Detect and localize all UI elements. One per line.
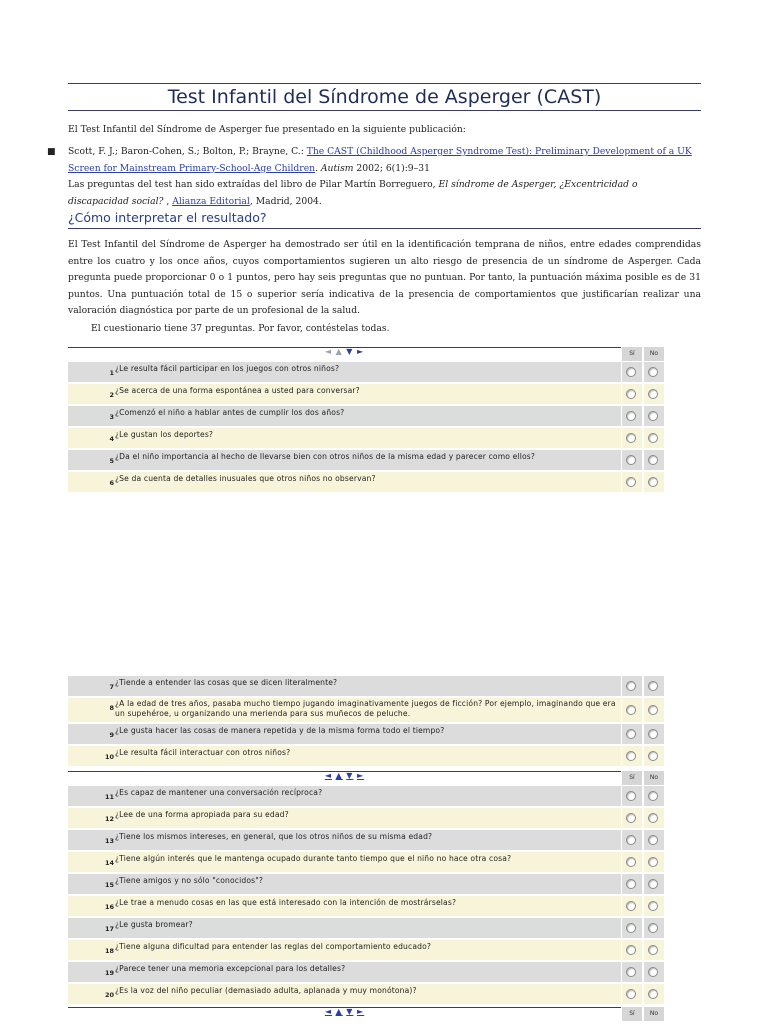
- answer-cell-si: [622, 384, 642, 404]
- radio-si[interactable]: [626, 945, 636, 955]
- reference-journal: Autism: [320, 162, 354, 174]
- answer-cell-no: [644, 746, 664, 766]
- radio-si[interactable]: [626, 411, 636, 421]
- question-text: ¿Es capaz de mantener una conversación recíproca?: [115, 788, 323, 797]
- answer-cell-no: [644, 808, 664, 828]
- question-number: 11: [104, 793, 114, 801]
- radio-si[interactable]: [626, 729, 636, 739]
- radio-si[interactable]: [626, 857, 636, 867]
- answer-cell-si: [622, 472, 642, 492]
- question-number: 16: [104, 903, 114, 911]
- radio-si[interactable]: [626, 835, 636, 845]
- pager-row: [68, 1007, 666, 1021]
- radio-si[interactable]: [626, 923, 636, 933]
- question-text: ¿Le trae a menudo cosas en las que está interesado con la intención de mostrárselas?: [115, 898, 457, 907]
- question-text: ¿Tiene alguna dificultad para entender las reglas del comportamiento educado?: [115, 942, 432, 951]
- question-block-1: [68, 347, 666, 493]
- answer-cell-si: [622, 428, 642, 448]
- next-page-icon[interactable]: ▼: [346, 347, 354, 356]
- question-text: ¿A la edad de tres años, pasaba mucho tiempo jugando imaginativamente juegos de ficción? Por ejemplo, imaginando que era un supehéroe, u organizando una merienda para sus muñecos de peluche.: [115, 699, 616, 718]
- answer-cell-si: [622, 362, 642, 382]
- radio-no[interactable]: [648, 857, 658, 867]
- radio-no[interactable]: [648, 455, 658, 465]
- question-text: ¿Tiene amigos y no sólo "conocidos"?: [115, 876, 264, 885]
- question-row: [68, 723, 666, 745]
- question-row: [68, 383, 666, 405]
- column-header-no: No: [644, 1007, 664, 1021]
- answer-cell-no: [644, 852, 664, 872]
- radio-si[interactable]: [626, 477, 636, 487]
- answer-cell-no: [644, 384, 664, 404]
- radio-si[interactable]: [626, 705, 636, 715]
- question-number: 15: [104, 881, 114, 889]
- radio-no[interactable]: [648, 989, 658, 999]
- radio-no[interactable]: [648, 729, 658, 739]
- question-row: [68, 405, 666, 427]
- pager-row: [68, 771, 666, 785]
- reference-block: ■ Scott, F. J.; Baron-Cohen, S.; Bolton, P.; Brayne, C.: The CAST (Childhood Asperger Syndrome Test): Preliminary Development of a UK Screen for Mainstream Primary-School-Age Children. Autism 2002; 6(1):9–31 Las preguntas del test han sido extraídas del libro de Pilar Martín Borreguero, El síndrome de Asperger, ¿Excentricidad o discapacidad social? , Alianza Editorial, Madrid, 2004.: [47, 146, 692, 207]
- question-row: [68, 939, 666, 961]
- radio-no[interactable]: [648, 751, 658, 761]
- radio-no[interactable]: [648, 945, 658, 955]
- question-number: 12: [104, 815, 114, 823]
- answer-cell-si: [622, 698, 642, 722]
- question-block-nav: [68, 1007, 666, 1021]
- question-text: ¿Le gustan los deportes?: [115, 430, 214, 439]
- question-row: [68, 785, 666, 807]
- answer-cell-no: [644, 724, 664, 744]
- radio-no[interactable]: [648, 681, 658, 691]
- pager-row: [68, 347, 666, 361]
- question-text: ¿Es la voz del niño peculiar (demasiado adulta, aplanada y muy monótona)?: [115, 986, 417, 995]
- answer-cell-no: [644, 472, 664, 492]
- radio-si[interactable]: [626, 389, 636, 399]
- book-title: El síndrome de Asperger, ¿Excentricidad o discapacidad social?: [68, 179, 638, 207]
- prev-page-icon[interactable]: ▲: [335, 1007, 343, 1016]
- column-header-si: Sí: [622, 1007, 642, 1021]
- question-number: 9: [109, 731, 114, 739]
- answer-cell-si: [622, 852, 642, 872]
- reference-authors: Scott, F. J.; Baron-Cohen, S.; Bolton, P.; Brayne, C.:: [68, 146, 307, 157]
- radio-si[interactable]: [626, 989, 636, 999]
- question-number: 20: [104, 991, 114, 999]
- intro-text: El Test Infantil del Síndrome de Asperger fue presentado en la siguiente publicación:: [68, 124, 466, 135]
- radio-no[interactable]: [648, 389, 658, 399]
- answer-cell-no: [644, 962, 664, 982]
- answer-cell-si: [622, 918, 642, 938]
- question-number: 7: [109, 683, 114, 691]
- column-header-si: Sí: [622, 347, 642, 361]
- last-page-icon[interactable]: ►: [356, 347, 365, 356]
- question-text: ¿Tiende a entender las cosas que se dicen literalmente?: [115, 678, 338, 687]
- first-page-icon[interactable]: ◄: [324, 771, 333, 780]
- last-page-icon[interactable]: ►: [356, 1007, 365, 1016]
- radio-no[interactable]: [648, 791, 658, 801]
- reference-citation: 2002; 6(1):9–31: [353, 162, 430, 174]
- question-row: [68, 361, 666, 383]
- question-row: [68, 851, 666, 873]
- question-text: ¿Le resulta fácil participar en los juegos con otros niños?: [115, 364, 340, 373]
- question-block-2: [68, 675, 666, 767]
- radio-no[interactable]: [648, 901, 658, 911]
- question-row: [68, 895, 666, 917]
- interpretation-paragraph: El Test Infantil del Síndrome de Asperger ha demostrado ser útil en la identificación temprana de niños, entre edades comprendidas entre los cuatro y los once años, cuyos comportamientos sugieren un alto riesgo de presencia de un síndrome de Asperger. Cada pregunta puede proporcionar 0 o 1 puntos, pero hay seis preguntas que no puntuan. Por tanto, la puntuación máxima posible es de 31 puntos. Una puntuación total de 15 o superior sería indicativa de la presencia de comportamientos que justificarían realizar una valoración diagnóstica por parte de un profesional de la salud.: [68, 239, 701, 316]
- answer-cell-si: [622, 786, 642, 806]
- first-page-icon[interactable]: ◄: [324, 1007, 333, 1016]
- radio-si[interactable]: [626, 455, 636, 465]
- question-number: 6: [109, 479, 114, 487]
- radio-si[interactable]: [626, 813, 636, 823]
- bullet-icon: ■: [47, 147, 56, 157]
- question-text: ¿Tiene algún interés que le mantenga ocupado durante tanto tiempo que el niño no hace otra cosa?: [115, 854, 512, 863]
- question-text: ¿Da el niño importancia al hecho de llevarse bien con otros niños de la misma edad y parecer como ellos?: [115, 452, 536, 461]
- question-row: [68, 697, 666, 723]
- radio-no[interactable]: [648, 923, 658, 933]
- radio-no[interactable]: [648, 433, 658, 443]
- radio-si[interactable]: [626, 681, 636, 691]
- question-row: [68, 449, 666, 471]
- answer-cell-si: [622, 746, 642, 766]
- answer-cell-no: [644, 406, 664, 426]
- question-number: 19: [104, 969, 114, 977]
- question-number: 18: [104, 947, 114, 955]
- publisher-link[interactable]: Alianza Editorial: [172, 195, 250, 207]
- radio-si[interactable]: [626, 967, 636, 977]
- question-text: ¿Se da cuenta de detalles inusuales que otros niños no observan?: [115, 474, 376, 483]
- answer-cell-si: [622, 984, 642, 1004]
- pager-arrows: [68, 1007, 621, 1016]
- question-row: [68, 873, 666, 895]
- answer-cell-no: [644, 874, 664, 894]
- question-text: ¿Lee de una forma apropiada para su edad?: [115, 810, 289, 819]
- answer-cell-si: [622, 724, 642, 744]
- next-page-icon[interactable]: ▼: [346, 771, 354, 780]
- answer-cell-no: [644, 896, 664, 916]
- next-page-icon[interactable]: ▼: [346, 1007, 354, 1016]
- radio-si[interactable]: [626, 791, 636, 801]
- question-row: [68, 983, 666, 1005]
- answer-cell-si: [622, 830, 642, 850]
- question-number: 2: [109, 391, 114, 399]
- column-header-no: No: [644, 347, 664, 361]
- section-heading: ¿Cómo interpretar el resultado?: [68, 209, 701, 229]
- question-row: [68, 471, 666, 493]
- answer-cell-no: [644, 676, 664, 696]
- radio-no[interactable]: [648, 813, 658, 823]
- question-count-line: El cuestionario tiene 37 preguntas. Por favor, contéstelas todas.: [91, 323, 390, 334]
- separator: ,: [163, 195, 173, 207]
- answer-cell-no: [644, 984, 664, 1004]
- question-number: 3: [109, 413, 114, 421]
- radio-no[interactable]: [648, 967, 658, 977]
- question-number: 10: [104, 753, 114, 761]
- radio-no[interactable]: [648, 411, 658, 421]
- first-page-icon[interactable]: ◄: [324, 347, 333, 356]
- radio-si[interactable]: [626, 879, 636, 889]
- radio-no[interactable]: [648, 835, 658, 845]
- answer-cell-no: [644, 362, 664, 382]
- reference-link[interactable]: The CAST (Childhood Asperger Syndrome Test): Preliminary Development of a UK Screen for Mainstream Primary-School-Age Children: [68, 146, 692, 174]
- question-number: 17: [104, 925, 114, 933]
- pager-arrows: [68, 347, 621, 356]
- radio-si[interactable]: [626, 751, 636, 761]
- answer-cell-no: [644, 450, 664, 470]
- question-text: ¿Se acerca de una forma espontánea a usted para conversar?: [115, 386, 360, 395]
- question-number: 4: [109, 435, 114, 443]
- radio-si[interactable]: [626, 367, 636, 377]
- question-text: ¿Le gusta hacer las cosas de manera repetida y de la misma forma todo el tiempo?: [115, 726, 445, 735]
- question-text: ¿Le resulta fácil interactuar con otros niños?: [115, 748, 291, 757]
- question-row: [68, 807, 666, 829]
- column-header-si: Sí: [622, 771, 642, 785]
- answer-cell-si: [622, 450, 642, 470]
- extract-post: , Madrid, 2004.: [249, 195, 322, 207]
- answer-cell-si: [622, 896, 642, 916]
- question-row: [68, 961, 666, 983]
- last-page-icon[interactable]: ►: [356, 771, 365, 780]
- answer-cell-si: [622, 406, 642, 426]
- question-text: ¿Le gusta bromear?: [115, 920, 193, 929]
- column-header-no: No: [644, 771, 664, 785]
- answer-cell-si: [622, 874, 642, 894]
- question-number: 5: [109, 457, 114, 465]
- answer-cell-no: [644, 786, 664, 806]
- radio-no[interactable]: [648, 477, 658, 487]
- radio-si[interactable]: [626, 433, 636, 443]
- answer-cell-si: [622, 962, 642, 982]
- radio-no[interactable]: [648, 367, 658, 377]
- answer-cell-no: [644, 940, 664, 960]
- question-row: [68, 745, 666, 767]
- question-number: 1: [109, 369, 114, 377]
- question-text: ¿Comenzó el niño a hablar antes de cumplir los dos años?: [115, 408, 345, 417]
- answer-cell-si: [622, 940, 642, 960]
- question-row: [68, 829, 666, 851]
- answer-cell-si: [622, 808, 642, 828]
- answer-cell-no: [644, 830, 664, 850]
- question-number: 8: [109, 704, 114, 712]
- answer-cell-no: [644, 428, 664, 448]
- question-number: 13: [104, 837, 114, 845]
- pager-arrows: [68, 771, 621, 780]
- question-text: ¿Tiene los mismos intereses, en general, que los otros niños de su misma edad?: [115, 832, 433, 841]
- radio-si[interactable]: [626, 901, 636, 911]
- radio-no[interactable]: [648, 705, 658, 715]
- radio-no[interactable]: [648, 879, 658, 889]
- answer-cell-no: [644, 698, 664, 722]
- prev-page-icon[interactable]: ▲: [335, 347, 343, 356]
- question-block-3: [68, 771, 666, 1005]
- question-row: [68, 675, 666, 697]
- question-row: [68, 917, 666, 939]
- prev-page-icon[interactable]: ▲: [335, 771, 343, 780]
- page-title: Test Infantil del Síndrome de Asperger (CAST): [68, 83, 701, 111]
- question-number: 14: [104, 859, 114, 867]
- question-text: ¿Parece tener una memoria excepcional para los detalles?: [115, 964, 346, 973]
- extract-note: Las preguntas del test han sido extraídas del libro de Pilar Martín Borreguero,: [68, 179, 439, 190]
- answer-cell-si: [622, 676, 642, 696]
- answer-cell-no: [644, 918, 664, 938]
- question-row: [68, 427, 666, 449]
